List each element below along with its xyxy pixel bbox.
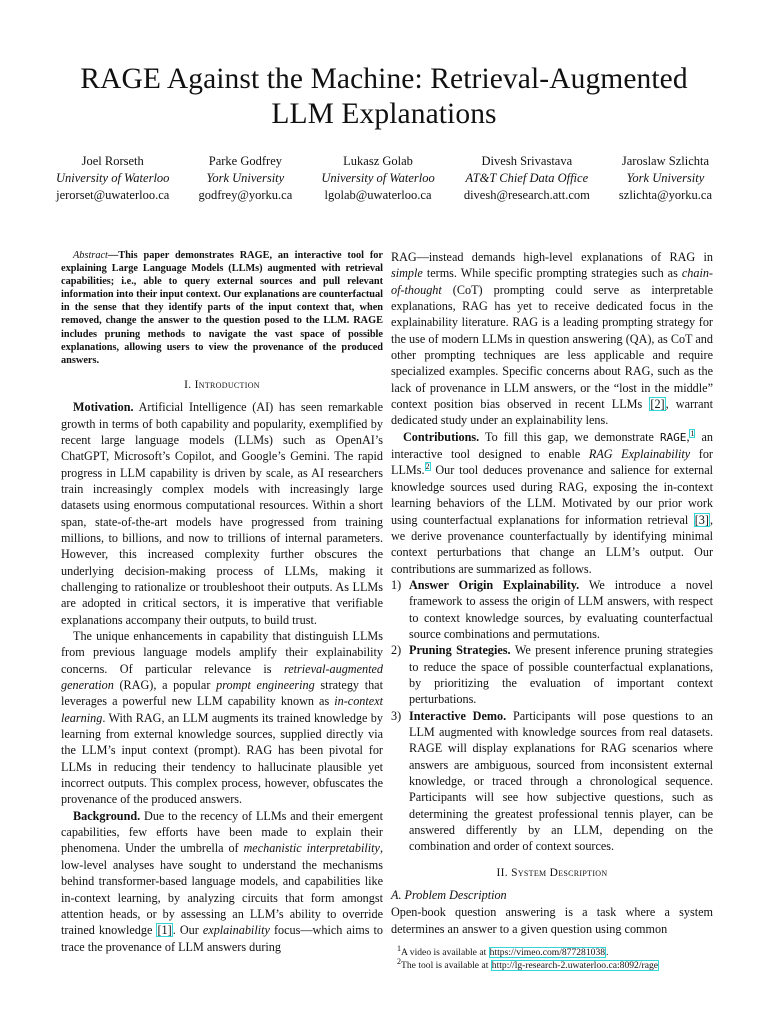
run-in-heading: Contributions. <box>403 429 480 444</box>
emphasis: mechanistic interpretability <box>243 841 380 856</box>
paragraph-problem-description: Open-book question answering is a task where a system determines an answer to a given question using common <box>391 905 713 936</box>
section-number: I. <box>184 378 195 391</box>
abstract-text: —This paper demonstrates RAGE, an interactive tool for explaining Large Language Models (LLMs) augmented with retrieval capabilities; i.e., able to query external sources and pull relevant information into their input context. Our explanations are counterfactual in the sense that they identify parts of the input context that, when removed, change the answer to the question posed to the LLM. RAGE includes pruning methods to navigate the vast space of possible explanations, allowing users to view the provenance of the produced answers. <box>61 250 383 366</box>
footnote-2 <box>391 956 713 973</box>
section-heading-system-description <box>391 865 713 881</box>
list-item-label: Interactive Demo. <box>409 708 507 723</box>
text-run: . With RAG, an LLM augments its trained knowledge by learning from external knowledge sources, supplied directly via the LLM’s input context (prompt). RAG has been pivotal for LLMs in reducing their tendency to hallucinate plausible yet incorrect outputs. This complex process, however, obfuscates the provenance of the produced answers. <box>61 710 383 807</box>
text-run: , we derive provenance counterfactually by identifying minimal context perturbations that change an LLM’s output. Our contributions are summarized as follows. <box>391 512 713 576</box>
author-email: jerorset@uwaterloo.ca <box>56 188 170 202</box>
section-number: II. <box>496 866 512 879</box>
run-in-heading: Background. <box>73 808 141 823</box>
left-column <box>61 249 383 955</box>
author-list <box>56 153 712 204</box>
text-run: RAG—instead demands high-level explanations of RAG in <box>391 250 713 264</box>
author-email: divesh@research.att.com <box>463 188 590 202</box>
section-title: Introduction <box>194 378 260 391</box>
text-run: for LLMs. <box>391 447 713 478</box>
author-affiliation: York University <box>206 171 285 185</box>
author-affiliation: University of Waterloo <box>321 171 435 185</box>
footnote-link[interactable]: 2 <box>425 462 430 472</box>
emphasis: retrieval-augmented generation <box>61 661 383 693</box>
footnote-text: A video is available at <box>401 947 489 959</box>
list-item-text: We introduce a novel framework to assess the origin of LLM answers, with respect to context knowledge sources, by evaluating counterfactual source combinations and permutations. <box>409 577 713 641</box>
list-number: 1) <box>391 577 402 592</box>
footnote-end: . <box>606 947 609 959</box>
footnote-url-link[interactable]: http://lg-research-2.uwaterloo.ca:8092/rage <box>491 959 659 971</box>
author-3 <box>321 153 434 204</box>
text-run: The unique enhancements in capability that distinguish LLMs from previous language models amplify their explainability concerns. Of particular relevance is <box>61 629 383 676</box>
text-run: , warrant dedicated study under an explainability lens. <box>391 397 714 428</box>
list-number: 3) <box>391 708 402 723</box>
list-number: 2) <box>391 643 402 658</box>
tool-name: RAGE <box>659 430 687 444</box>
citation-link[interactable]: [3] <box>694 512 709 527</box>
author-affiliation: University of Waterloo <box>56 171 170 185</box>
title-line-1: RAGE Against the Machine: Retrieval-Augmented <box>80 63 688 95</box>
paragraph-motivation <box>61 399 383 628</box>
citation-link[interactable]: [1] <box>157 923 172 938</box>
text-run: terms. While specific prompting strategies such as <box>422 266 682 281</box>
text-run: an interactive tool designed to enable <box>391 429 713 462</box>
list-item-label: Answer Origin Explainability. <box>409 577 580 592</box>
run-in-heading: Motivation. <box>73 400 134 415</box>
list-item <box>391 642 713 707</box>
paper-title <box>40 62 728 132</box>
paragraph-contributions: Contributions. To fill this gap, we demonstrate RAGE,$^1$ an interactive tool designed to enable RAG Explainability for LLMs.$^2$ Our tool deduces provenance and salience for external knowledge sources used during RAG, exposing the in-context learning behaviors of the LLM. Motivated by our prior work using counterfactual explanations for information retrieval [3], we derive provenance counterfactually by identifying minimal context perturbations that change an LLM’s output. Our contributions are summarized as follows. <box>391 428 713 576</box>
footnote-mark: 2 <box>397 956 401 966</box>
list-item <box>391 577 713 642</box>
list-item-text: We present inference pruning strategies to reduce the space of possible counterfactual explanations, by prioritizing the evaluation of important context perturbations. <box>409 643 713 707</box>
footnote-link[interactable]: 1 <box>690 428 695 438</box>
text-run: To fill this gap, we demonstrate <box>479 429 660 444</box>
contributions-list <box>391 577 713 855</box>
text-run: Our tool deduces provenance and salience for external knowledge sources used during RAG, exposing the in-context learning behaviors of the LLM. Motivated by our prior work using counterfactual explanations for information retrieval <box>391 463 713 527</box>
emphasis: RAG Explainability <box>588 447 691 462</box>
author-2 <box>198 153 292 204</box>
footnote-text: The tool is available at <box>401 959 491 971</box>
section-title: System Description <box>511 866 608 879</box>
text-run: , low-level analyses have sought to understand the mechanisms behind transformer-based language models, and capabilities like in-context learning, by analyzing circuits that form amongst attention heads, or by assessing an LLM’s ability to override trained knowledge <box>61 841 383 938</box>
author-email: szlichta@yorku.ca <box>618 188 712 202</box>
author-name: Divesh Srivastava <box>481 154 573 168</box>
emphasis: chain-of-thought <box>391 266 713 297</box>
list-item-text: Participants will pose questions to an LLM augmented with knowledge sources from real datasets. RAGE will display explanations for RAG scenarios where answers are ambiguous, sourced from inconsistent external knowledge, or traced through a chronological sequence. Participants will see how subjective questions, such as determining the greatest professional tennis player, can be answered differently by an LLM, depending on the combination and order of context sources. <box>409 708 713 854</box>
paragraph-rag-continued <box>391 249 713 429</box>
title-line-2: LLM Explanations <box>271 98 497 130</box>
footnote-url-link[interactable]: https://vimeo.com/877281038 <box>489 947 606 959</box>
emphasis: in-context learning <box>61 694 383 725</box>
right-column <box>391 249 713 972</box>
abstract-label: Abstract <box>73 250 108 261</box>
text-run: focus—which aims to trace the provenance of LLM answers during <box>61 923 383 954</box>
footnote-mark: 1 <box>397 943 401 953</box>
text-run: . Our <box>172 923 203 938</box>
emphasis: prompt engineering <box>216 678 315 693</box>
text-run: (CoT) prompting could serve as interpretable explanations, RAG has yet to receive dedicated focus in the explainability literature. RAG is a leading prompting strategy for the use of modern LLMs in question answering (QA), as CoT and other prompting techniques are less applicable and require specialized examples. Specific concerns about RAG, such as the lack of provenance in LLM answers, or the “lost in the middle” context position bias observed in recent LLMs <box>391 282 713 412</box>
author-5 <box>619 153 712 204</box>
paragraph-background <box>61 808 383 955</box>
author-4 <box>464 153 590 204</box>
subsection-heading: A. Problem Description <box>391 888 507 903</box>
author-affiliation: York University <box>626 171 705 185</box>
list-item-label: Pruning Strategies. <box>409 643 511 658</box>
emphasis: explainability <box>202 923 270 938</box>
text-run: (RAG), a popular <box>113 678 217 693</box>
author-email: godfrey@yorku.ca <box>198 188 293 202</box>
citation-link[interactable]: [2] <box>650 397 665 412</box>
list-item <box>391 708 713 855</box>
text-run: strategy that leverages a powerful new LLM capability known as <box>61 678 383 709</box>
paragraph-text: Artificial Intelligence (AI) has seen remarkable growth in terms of both capability and popularity, exemplified by recent large language models (LLMs) such as OpenAI’s ChatGPT, Microsoft’s Copilot, and Google’s Gemini. The rapid progress in LLM capability is driven by scale, as AI researchers train increasingly complex models with increasingly large datasets using enormous computational resources. Within a short span, state-of-the-art models have progressed from training millions, to billions, and now to trillions of internal parameters. However, this increased complexity further obscures the underlying decision-making process of LLMs, making it challenging to rationalize or troubleshoot their outputs. As LLMs are adopted in critical sectors, it is imperative that verifiable explanations accompany their outputs, to build trust. <box>61 400 383 627</box>
author-name: Joel Rorseth <box>81 154 144 168</box>
abstract <box>61 249 383 367</box>
emphasis: simple <box>391 266 423 281</box>
author-1 <box>56 153 169 204</box>
section-heading-introduction <box>61 377 383 393</box>
author-affiliation: AT&T Chief Data Office <box>465 171 589 185</box>
author-name: Parke Godfrey <box>208 154 282 168</box>
footnote-1 <box>391 943 713 960</box>
author-name: Lukasz Golab <box>343 154 413 168</box>
author-name: Jaroslaw Szlichta <box>621 154 710 168</box>
paragraph-rag <box>61 628 383 808</box>
author-email: lgolab@uwaterloo.ca <box>324 188 432 202</box>
text-run: Due to the recency of LLMs and their emergent capabilities, few efforts have been made to explain their phenomena. Under the umbrella of <box>61 808 383 856</box>
